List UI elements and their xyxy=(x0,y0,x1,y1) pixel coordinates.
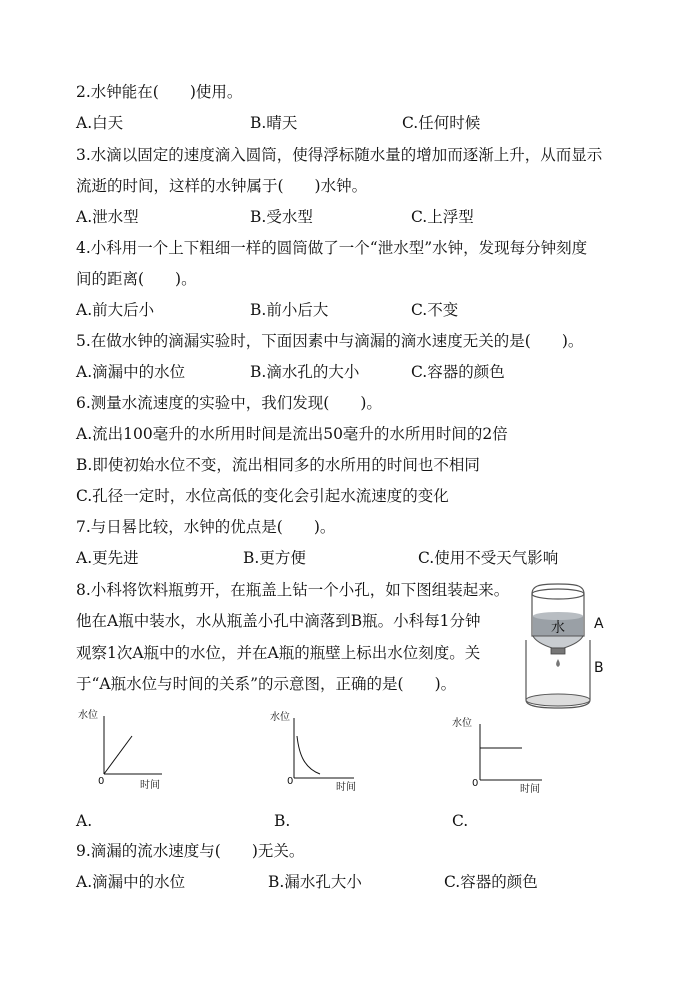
bottle-label-a: A xyxy=(594,616,604,632)
q2-option-b[interactable]: B.晴天 xyxy=(250,114,298,132)
q4-option-c[interactable]: C.不变 xyxy=(411,301,459,319)
bottle-label-b: B xyxy=(594,660,604,676)
q3-option-b[interactable]: B.受水型 xyxy=(250,208,313,226)
q4-stem-line2: 间的距离( )。 xyxy=(76,270,197,288)
q8-stem-line4: 于“A瓶水位与时间的关系”的示意图，正确的是( )。 xyxy=(76,675,457,693)
q7-option-a[interactable]: A.更先进 xyxy=(76,549,139,567)
graph-b-curve xyxy=(297,736,320,774)
q6-stem: 6.测量水流速度的实验中，我们发现( )。 xyxy=(76,394,382,412)
q7-option-c[interactable]: C.使用不受天气影响 xyxy=(418,549,559,567)
graph-a-ylabel: 水位 xyxy=(78,710,98,721)
q3-option-c[interactable]: C.上浮型 xyxy=(411,208,474,226)
q2-stem: 2.水钟能在( )使用。 xyxy=(76,83,243,101)
q9-option-a[interactable]: A.滴漏中的水位 xyxy=(76,873,186,891)
q8-option-b[interactable]: B. xyxy=(274,812,291,830)
q2-option-a[interactable]: A.白天 xyxy=(76,114,124,132)
q5-option-b[interactable]: B.滴水孔的大小 xyxy=(250,363,360,381)
q7-stem: 7.与日晷比较，水钟的优点是( )。 xyxy=(76,518,336,536)
q8-stem-line1: 8.小科将饮料瓶剪开，在瓶盖上钻一个小孔，如下图组装起来。 xyxy=(76,581,510,599)
graph-a xyxy=(76,706,186,796)
q3-stem-line2: 流逝的时间，这样的水钟属于( )水钟。 xyxy=(76,177,368,195)
q9-option-c[interactable]: C.容器的颜色 xyxy=(444,873,538,891)
q2-option-c[interactable]: C.任何时候 xyxy=(402,114,481,132)
graph-b-origin: 0 xyxy=(287,776,294,787)
q9-stem: 9.滴漏的流水速度与( )无关。 xyxy=(76,842,305,860)
q6-option-a[interactable]: A.流出100毫升的水所用时间是流出50毫升的水所用时间的2倍 xyxy=(76,425,508,443)
graph-a-origin: 0 xyxy=(98,776,105,787)
q5-option-a[interactable]: A.滴漏中的水位 xyxy=(76,363,186,381)
graph-c-xlabel: 时间 xyxy=(520,784,540,795)
graph-a-xlabel: 时间 xyxy=(140,780,160,791)
q4-stem-line1: 4.小科用一个上下粗细一样的圆筒做了一个“泄水型”水钟，发现每分钟刻度 xyxy=(76,239,588,257)
bottle-water-label: 水 xyxy=(551,620,565,636)
q4-option-a[interactable]: A.前大后小 xyxy=(76,301,155,319)
graph-c-ylabel: 水位 xyxy=(452,718,472,729)
graph-b-xlabel: 时间 xyxy=(336,782,356,793)
q6-option-c[interactable]: C.孔径一定时，水位高低的变化会引起水流速度的变化 xyxy=(76,487,449,505)
q6-option-b[interactable]: B.即使初始水位不变，流出相同多的水所用的时间也不相同 xyxy=(76,456,480,474)
q8-option-c[interactable]: C. xyxy=(452,812,469,830)
q4-option-b[interactable]: B.前小后大 xyxy=(250,301,329,319)
q7-option-b[interactable]: B.更方便 xyxy=(243,549,306,567)
graph-c xyxy=(446,708,556,798)
bottle-illustration xyxy=(518,578,608,710)
graph-b-ylabel: 水位 xyxy=(270,712,290,723)
q5-stem: 5.在做水钟的滴漏实验时，下面因素中与滴漏的滴水速度无关的是( )。 xyxy=(76,332,584,350)
q5-option-c[interactable]: C.容器的颜色 xyxy=(411,363,505,381)
q8-option-a[interactable]: A. xyxy=(76,812,93,830)
graph-c-origin: 0 xyxy=(472,778,479,789)
graph-b xyxy=(266,706,376,796)
q8-stem-line2: 他在A瓶中装水，水从瓶盖小孔中滴落到B瓶。小科每1分钟 xyxy=(76,612,481,630)
q3-option-a[interactable]: A.泄水型 xyxy=(76,208,139,226)
q3-stem-line1: 3.水滴以固定的速度滴入圆筒，使得浮标随水量的增加而逐渐上升，从而显示 xyxy=(76,146,603,164)
graph-a-line xyxy=(104,736,132,774)
q8-stem-line3: 观察1次A瓶中的水位，并在A瓶的瓶壁上标出水位刻度。关 xyxy=(76,644,481,662)
q9-option-b[interactable]: B.漏水孔大小 xyxy=(268,873,362,891)
